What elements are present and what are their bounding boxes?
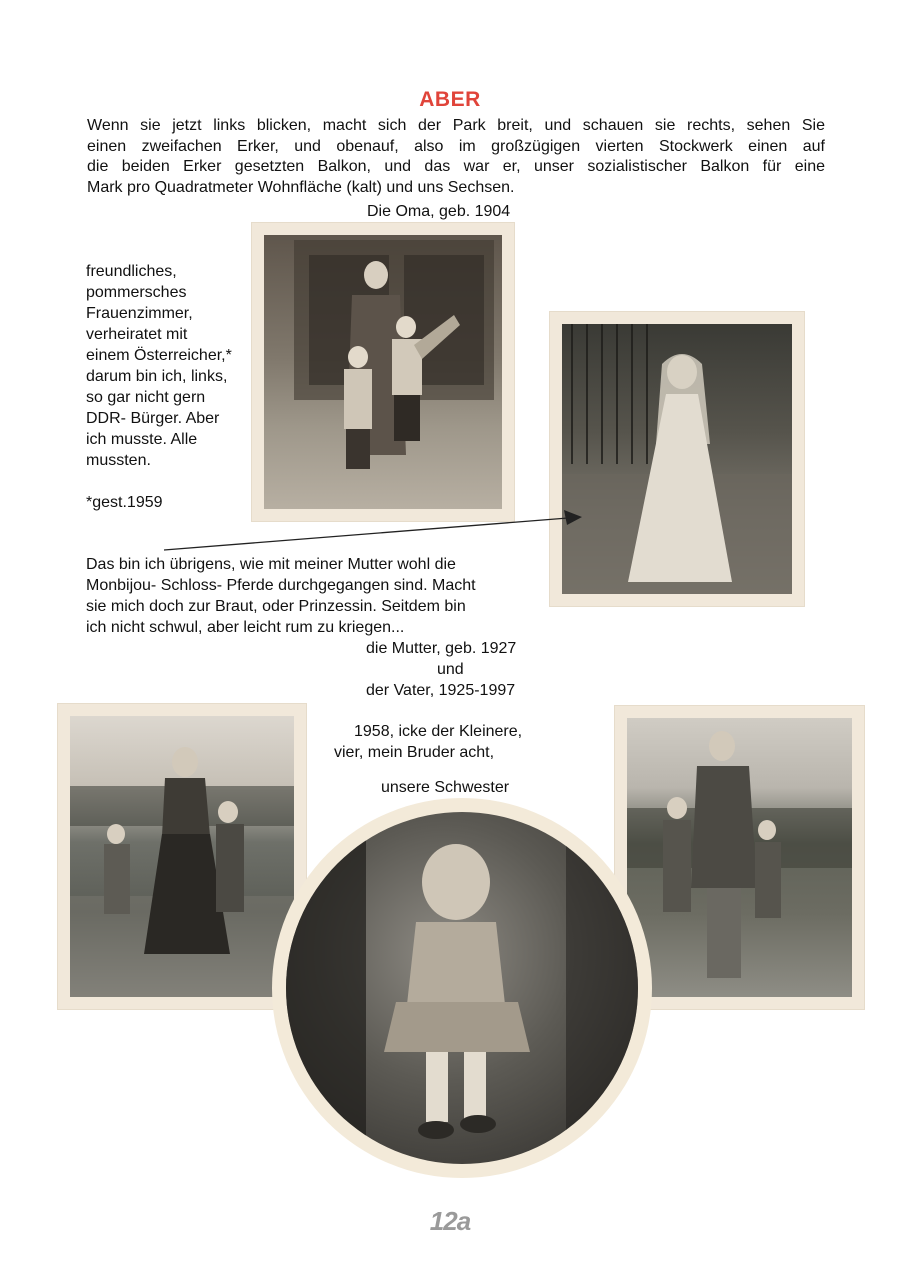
oma-text-line: mussten.: [86, 452, 151, 469]
photo-oma-image: [264, 235, 502, 509]
bride-text-line: sie mich doch zur Braut, oder Prinzessin. Seitdem bin: [86, 598, 466, 615]
parents-caption-line: der Vater, 1925-1997: [366, 682, 516, 699]
photo-bride-image: [562, 324, 792, 594]
oma-text-line: freundliches,: [86, 263, 177, 280]
page-number: 12a: [429, 1206, 471, 1236]
oma-text-line: so gar nicht gern: [86, 389, 206, 406]
photo-father: [614, 705, 865, 1010]
oma-text-line: pommersches: [86, 284, 187, 301]
oma-text: [86, 261, 232, 471]
photo-sister-image: [286, 812, 638, 1164]
intro-line: die beiden Erker gesetzten Balkon, und das war er, unser sozialistischer Balkon für eine: [87, 158, 825, 175]
photo-mother: [57, 703, 307, 1010]
boys-caption-line: vier, mein Bruder acht,: [334, 744, 495, 761]
oma-text-line: darum bin ich, links,: [86, 368, 228, 385]
oma-text-line: Frauenzimmer,: [86, 305, 193, 322]
photo-bride: [549, 311, 805, 607]
parents-caption-line: die Mutter, geb. 1927: [366, 640, 517, 657]
oma-text-line: ich musste. Alle: [86, 431, 198, 448]
parents-caption: [366, 638, 516, 701]
photo-sister: [272, 798, 652, 1178]
bride-text-line: Das bin ich übrigens, wie mit meiner Mutter wohl die: [86, 556, 456, 573]
photo-oma-drawing: [264, 235, 502, 509]
photo-bride-drawing: [562, 324, 792, 594]
bride-text-line: Monbijou- Schloss- Pferde durchgegangen sind. Macht: [86, 577, 476, 594]
photo-father-drawing: [627, 718, 852, 997]
parents-caption-line: und: [437, 661, 464, 678]
intro-paragraph: [87, 116, 825, 198]
page-title: ABER: [419, 88, 481, 111]
intro-line: Wenn sie jetzt links blicken, macht sich der Park breit, und schauen sie rechts, sehen Sie: [87, 117, 825, 134]
bride-text: [86, 554, 476, 638]
oma-text-line: DDR- Bürger. Aber: [86, 410, 220, 427]
arrow-pointer: [150, 505, 590, 560]
footnote: *gest.1959: [86, 494, 163, 511]
oma-text-line: einem Österreicher,*: [86, 347, 232, 364]
oma-caption: Die Oma, geb. 1904: [367, 203, 511, 220]
sister-caption: unsere Schwester: [381, 779, 510, 796]
boys-caption-line: 1958, icke der Kleinere,: [354, 723, 523, 740]
boys-caption: [334, 721, 522, 763]
photo-oma: [251, 222, 515, 522]
intro-line: einen zweifachen Erker, und obenauf, also im großzügigen vierten Stockwerk einen auf: [87, 137, 825, 155]
oma-text-line: verheiratet mit: [86, 326, 188, 343]
intro-line: Mark pro Quadratmeter Wohnfläche (kalt) und uns Sechsen.: [87, 178, 515, 196]
photo-sister-drawing: [286, 812, 638, 1164]
bride-text-line: ich nicht schwul, aber leicht rum zu kriegen...: [86, 619, 405, 636]
photo-mother-drawing: [70, 716, 294, 997]
photo-mother-image: [70, 716, 294, 997]
photo-father-image: [627, 718, 852, 997]
